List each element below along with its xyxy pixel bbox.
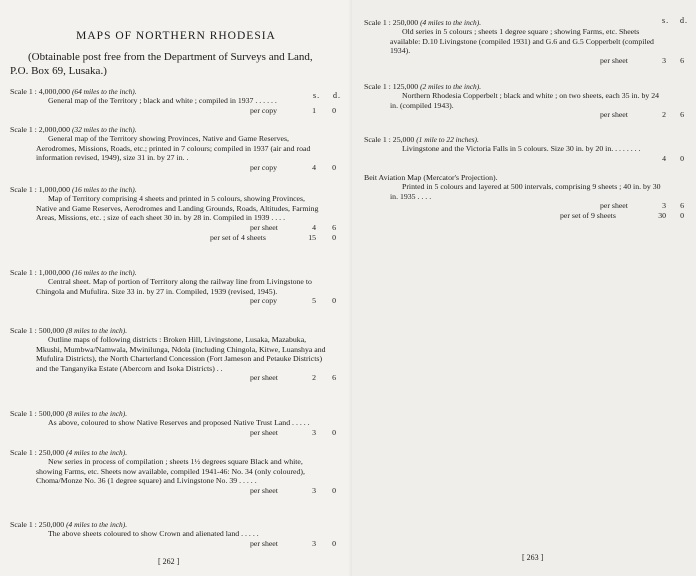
price-pence: 0 <box>680 211 684 221</box>
scale-miles: (4 miles to the inch). <box>66 448 128 457</box>
scale-text: Scale 1 : 1,000,000 <box>10 185 70 194</box>
page-number-left: [ 262 ] <box>158 557 180 566</box>
scale-text: Beit Aviation Map (Mercator's Projection). <box>364 173 498 182</box>
price-row <box>10 163 360 173</box>
price-pence: 0 <box>332 485 336 495</box>
price-pence: 0 <box>332 296 336 306</box>
map-entry <box>364 173 696 221</box>
scale-heading <box>10 185 360 194</box>
map-description: As above, coloured to show Native Reserves and proposed Native Trust Land . . . . . <box>48 418 310 428</box>
scale-heading <box>364 18 696 27</box>
scale-miles: (64 miles to the inch). <box>71 87 137 96</box>
price-row <box>10 106 360 116</box>
price-shillings: 30 <box>658 211 666 221</box>
price-shillings: 2 <box>312 373 316 383</box>
subtitle-line-2: P.O. Box 69, Lusaka.) <box>10 65 107 77</box>
scale-miles: (8 miles to the inch). <box>66 409 128 418</box>
price-row <box>10 428 360 438</box>
map-entry <box>10 409 360 438</box>
map-entry <box>10 185 360 243</box>
map-description: Old series in 5 colours ; sheets 1 degree square ; showing Farms, etc. Sheets available: D.10 Livingstone (compiled 1931) and G.6 and G.5 Copperbelt (compiled 1934). <box>390 27 654 56</box>
scale-heading <box>10 125 360 134</box>
scale-heading <box>10 87 360 96</box>
scale-miles: (1 mile to 22 inches). <box>416 135 479 144</box>
map-entry <box>364 18 696 66</box>
price-row <box>364 201 696 211</box>
column-header-pence: d. <box>333 91 341 100</box>
map-description: General map of the Territory showing Provinces, Native and Game Reserves, Aerodromes, Missions, Roads, etc.; printed in 7 colours; compiled in 1937 (air and road information revised, 1949), size 31 in. by 27 in. . <box>36 134 311 163</box>
map-entry <box>10 87 360 116</box>
scale-heading <box>10 409 360 418</box>
scale-text: Scale 1 : 25,000 <box>364 135 415 144</box>
scale-text: Scale 1 : 500,000 <box>10 409 65 418</box>
price-label: per sheet <box>600 110 628 120</box>
scale-miles: (2 miles to the inch). <box>420 82 482 91</box>
scale-text: Scale 1 : 250,000 <box>364 18 419 27</box>
scale-miles: (4 miles to the inch). <box>66 520 128 529</box>
price-shillings: 3 <box>662 55 666 65</box>
price-label: per copy <box>250 105 278 115</box>
map-description: The above sheets coloured to show Crown and alienated land . . . . . <box>48 529 259 539</box>
price-label: per set of 4 sheets <box>210 232 266 242</box>
price-label: per copy <box>250 296 278 306</box>
column-header-shillings-right: s. <box>662 16 670 25</box>
map-entry <box>364 135 696 164</box>
price-shillings: 3 <box>312 485 316 495</box>
price-row <box>364 211 696 221</box>
price-row <box>10 539 360 549</box>
price-shillings: 4 <box>312 222 316 232</box>
scale-miles: (4 miles to the inch). <box>420 18 482 27</box>
scale-heading <box>364 82 696 91</box>
scale-text: Scale 1 : 250,000 <box>10 520 65 529</box>
price-pence: 0 <box>332 427 336 437</box>
scale-heading <box>364 135 696 144</box>
page-number-right: [ 263 ] <box>522 553 544 562</box>
price-pence: 6 <box>680 201 684 211</box>
map-entry <box>364 82 696 120</box>
price-pence: 0 <box>332 538 336 548</box>
price-pence: 6 <box>680 55 684 65</box>
price-row <box>364 154 696 164</box>
map-description: Northern Rhodesia Copperbelt ; black and white ; on two sheets, each 35 in. by 24 in. (compiled 1943). <box>390 91 660 110</box>
price-shillings: 3 <box>662 201 666 211</box>
price-label: per copy <box>250 162 278 172</box>
scale-miles: (32 miles to the inch). <box>71 125 137 134</box>
scale-text: Scale 1 : 1,000,000 <box>10 268 70 277</box>
map-description: Printed in 5 colours and layered at 500 intervals, comprising 9 sheets ; 40 in. by 30 in. 1935 . . . . <box>390 182 661 201</box>
price-pence: 6 <box>332 222 336 232</box>
scale-miles: (16 miles to the inch). <box>71 268 137 277</box>
price-row <box>10 233 360 243</box>
map-entry <box>10 520 360 549</box>
map-entry <box>10 326 360 383</box>
price-shillings: 4 <box>312 162 316 172</box>
scale-text: Scale 1 : 500,000 <box>10 326 65 335</box>
map-description: Livingstone and the Victoria Falls in 5 colours. Size 30 in. by 20 in. . . . . . . . <box>402 144 641 154</box>
scale-text: Scale 1 : 250,000 <box>10 448 65 457</box>
map-description: Outline maps of following districts : Broken Hill, Livingstone, Lusaka, Mazabuka, Mkushi, Mumbwa/Namwala, Mwinilunga, Ndola (including Chingola, Kitwe, Luanshya and Mufulira Districts), the North Charterland Concession (Fort Jameson and Petauke Districts) and the Tanganyika Estate (Abercorn and Isoka Districts) . . <box>36 335 326 373</box>
subtitle <box>10 50 346 78</box>
price-pence: 0 <box>332 232 336 242</box>
map-entry <box>10 268 360 306</box>
price-pence: 6 <box>680 110 684 120</box>
right-page <box>352 0 696 576</box>
map-description: New series in process of compilation ; sheets 1½ degrees square Black and white, showing Farms, etc. Sheets now available, compiled 1941-46: No. 34 (only coloured), Choma/Monze No. 36 (1 degree square) and Livingstone No. 39 . . . . . <box>36 457 305 486</box>
map-entry <box>10 125 360 173</box>
scale-text: Scale 1 : 4,000,000 <box>10 87 70 96</box>
column-header-shillings: s. <box>313 91 321 100</box>
price-shillings: 15 <box>308 232 316 242</box>
scale-heading <box>364 173 696 182</box>
price-row <box>10 373 360 383</box>
price-row <box>10 486 360 496</box>
price-row <box>10 296 360 306</box>
column-header-pence-right: d. <box>680 16 688 25</box>
price-label: per sheet <box>250 485 278 495</box>
subtitle-line-1: (Obtainable post free from the Department of Surveys and Land, <box>28 51 313 63</box>
price-row <box>364 56 696 66</box>
price-label: per set of 9 sheets <box>560 211 616 221</box>
price-shillings: 1 <box>312 105 316 115</box>
scale-heading <box>10 448 360 457</box>
map-description: Map of Territory comprising 4 sheets and printed in 5 colours, showing Provinces, Native and Game Reserves, Aerodromes and Landing Grounds, Roads, Altitudes, Farming Areas, Missions, etc. ; size of each sheet 30 in. by 28 in. Compiled in 1939 . . . . <box>36 194 319 223</box>
price-label: per sheet <box>250 373 278 383</box>
price-pence: 0 <box>680 153 684 163</box>
scale-heading <box>10 326 360 335</box>
map-description: Central sheet. Map of portion of Territory along the railway line from Livingstone to Chingola and Mufulira. Size 33 in. by 27 in. Compiled, 1939 (revised, 1945). <box>36 277 312 296</box>
price-row <box>364 110 696 120</box>
scale-miles: (8 miles to the inch). <box>66 326 128 335</box>
scale-heading <box>10 520 360 529</box>
price-label: per sheet <box>250 222 278 232</box>
price-label: per sheet <box>600 201 628 211</box>
price-shillings: 3 <box>312 538 316 548</box>
price-label: per sheet <box>250 538 278 548</box>
price-shillings: 2 <box>662 110 666 120</box>
map-entry <box>10 448 360 496</box>
price-row <box>10 223 360 233</box>
scale-text: Scale 1 : 2,000,000 <box>10 125 70 134</box>
price-label: per sheet <box>600 55 628 65</box>
price-shillings: 4 <box>662 153 666 163</box>
price-shillings: 3 <box>312 427 316 437</box>
price-pence: 0 <box>332 162 336 172</box>
scale-miles: (16 miles to the inch). <box>71 185 137 194</box>
price-label: per sheet <box>250 427 278 437</box>
scale-heading <box>10 268 360 277</box>
price-pence: 6 <box>332 373 336 383</box>
map-description: General map of the Territory ; black and white ; compiled in 1937 . . . . . . <box>48 96 277 106</box>
price-shillings: 5 <box>312 296 316 306</box>
scale-text: Scale 1 : 125,000 <box>364 82 419 91</box>
price-pence: 0 <box>332 105 336 115</box>
page-title: MAPS OF NORTHERN RHODESIA <box>76 30 276 42</box>
